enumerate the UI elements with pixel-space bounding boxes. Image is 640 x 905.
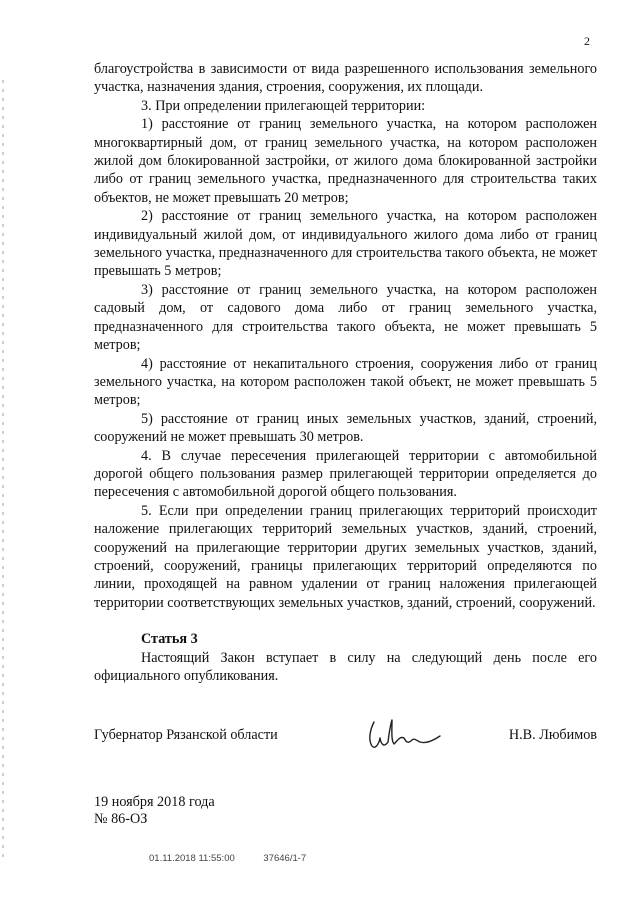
subitem-5: 5) расстояние от границ иных земельных участков, зданий, строений, сооружений не может превышать 30 метров. <box>94 410 597 446</box>
scan-edge-mark <box>2 80 4 860</box>
law-number: № 86-ОЗ <box>94 811 148 827</box>
subitem-2: 2) расстояние от границ земельного участка, на котором расположен индивидуальный жилой дом, от индивидуального жилого дома либо от границ земельного участка, предназначенного для строительства такого объекта, не может превышать 5 метров; <box>94 208 597 280</box>
law-date: 19 ноября 2018 года <box>94 794 215 810</box>
governor-name: Н.В. Любимов <box>508 727 597 743</box>
page-number: 2 <box>584 34 590 48</box>
stamp-doc-id: 37646/1-7 <box>263 853 307 864</box>
stamp-datetime: 01.11.2018 11:55:00 <box>149 853 235 864</box>
governor-title: Губернатор Рязанской области <box>94 727 278 743</box>
subitem-1: 1) расстояние от границ земельного участка, на котором расположен многоквартирный дом, от границ земельного участка, на котором расположен жилой дом блокированной застройки, от жилого дома блокированной застройки либо от границ земельного участка, предназначенного для строительства таких объектов, не может превышать 20 метров; <box>94 116 597 206</box>
registration-stamp <box>149 853 332 864</box>
document-body <box>94 60 597 612</box>
article-title: Статья 3 <box>141 631 198 647</box>
article-body <box>94 649 597 686</box>
subitem-3: 3) расстояние от границ земельного участка, на котором расположен садовый дом, от садового дома либо от границ земельного участка, предназначенного для строительства такого объекта, не может превышать 5 метров; <box>94 281 597 354</box>
paragraph-continuation: благоустройства в зависимости от вида разрешенного использования земельного участка, назначения здания, строения, сооружения, их площади. <box>94 61 597 96</box>
paragraph-item-4: 4. В случае пересечения прилегающей территории с автомобильной дорогой общего пользования размер прилегающей территории определяется до пересечения с автомобильной дорогой общего пользования. <box>94 447 597 501</box>
law-date-block <box>94 794 215 828</box>
paragraph-item-5: 5. Если при определении границ прилегающих территорий происходит наложение прилегающих территорий земельных участков, зданий, строений, сооружений на прилегающие территории других земельных участков, зданий, строений, сооружений, границы прилегающих территорий определяются по линии, проходящей на равном удалении от границ наложения прилегающей территории соответствующих земельных участков, зданий, строений, сооружений. <box>94 502 597 611</box>
paragraph-item-3: 3. При определении прилегающей территории: <box>141 97 426 114</box>
article-paragraph: Настоящий Закон вступает в силу на следующий день после его официального опубликования. <box>94 650 597 685</box>
subitem-4: 4) расстояние от некапитального строения, сооружения либо от границ земельного участка, на котором расположен такой объект, не может превышать 5 метров; <box>94 355 597 409</box>
handwritten-signature <box>362 714 442 756</box>
